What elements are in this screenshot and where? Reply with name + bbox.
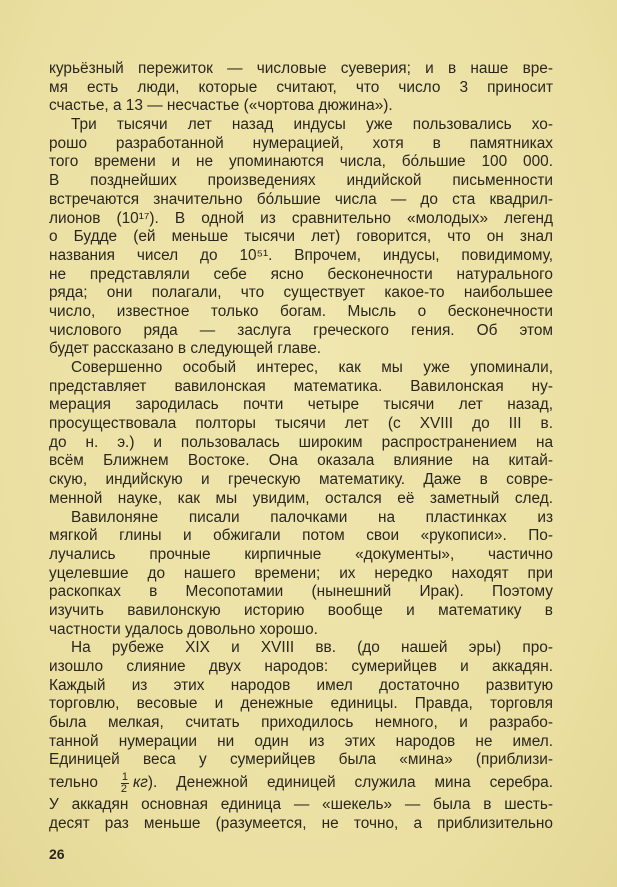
text-line: мерация зародилась почти четыре тысячи лет назад, xyxy=(49,396,553,414)
text-line: числового ряда — заслуга греческого гения. Об этом xyxy=(49,321,553,339)
text-line: до н. э.) и пользовалась широким распространением на xyxy=(49,433,553,451)
page-number: 26 xyxy=(49,846,65,862)
text-line: Каждый из этих народов имел достаточно развитую xyxy=(49,676,553,694)
text-line: о Будде (ей меньше тысячи лет) говорится, что он знал xyxy=(49,228,553,246)
text-line: не представляли себе ясно бесконечности натурального xyxy=(49,265,553,283)
fraction-denominator: 2 xyxy=(120,782,128,795)
text-line: Совершенно особый интерес, как мы уже упоминали, xyxy=(71,359,553,376)
fraction-numerator: 1 xyxy=(121,770,129,783)
text-line: представляет вавилонская математика. Вавилонская ну- xyxy=(49,377,553,395)
text-line: танной нумерации ни один из этих народов не имел. xyxy=(49,732,553,750)
text-line: уцелевшие до нашего времени; их нередко находят при xyxy=(49,564,553,582)
text-line: скую, индийскую и греческую математику. Даже в совре- xyxy=(49,471,553,489)
text-line: число, известное только богам. Мысль о бесконечности xyxy=(49,302,553,320)
text-fragment: тельно xyxy=(49,774,98,792)
text-line: того времени и не упоминаются числа, бо́льшие 100 000. xyxy=(49,153,553,171)
text-line: была мелкая, считать приходилось немного, и разрабо- xyxy=(49,714,553,732)
text-line: изошло слияние двух народов: сумерийцев и аккадян. xyxy=(49,658,553,675)
text-line: названия чисел до 10⁵¹. Впрочем, индусы, повидимому, xyxy=(49,246,553,264)
text-line: счастье, а 13 — несчастье («чортова дюжина»). xyxy=(49,97,393,115)
text-line: десят раз меньше (разумеется, не точно, а приблизительно xyxy=(49,814,553,832)
text-line: У аккадян основная единица — «шекель» — была в шесть- xyxy=(49,796,553,814)
text-line: изучить вавилонскую историю вообще и математику в xyxy=(49,601,553,619)
text-line: всём Ближнем Востоке. Она оказала влияние на китай- xyxy=(49,452,553,470)
text-line: менной науке, как мы увидим, остался её заметный след. xyxy=(49,489,553,507)
text-line: лионов (10¹⁷). В одной из сравнительно «молодых» легенд xyxy=(49,209,553,227)
text-line: В позднейших произведениях индийской письменности xyxy=(49,172,553,190)
unit-kg: кг xyxy=(133,774,148,792)
text-line: встречаются значительно бо́льшие числа — до ста квадрил- xyxy=(49,190,553,208)
text-line: На рубеже XIX и XVIII вв. (до нашей эры) про- xyxy=(71,639,553,657)
book-page-text xyxy=(49,60,553,834)
text-line-with-fraction xyxy=(49,770,553,796)
fraction-one-half xyxy=(121,772,129,795)
text-line: Единицей веса у сумерийцев была «мина» (приблизи- xyxy=(49,751,553,769)
text-line: будет рассказано в следующей главе. xyxy=(49,340,322,358)
text-line: курьёзный пережиток — числовые суеверия; и в наше вре- xyxy=(49,60,553,77)
text-line: раскопках в Месопотамии (нынешний Ирак). Поэтому xyxy=(49,583,553,601)
text-line: Вавилоняне писали палочками на пластинках из xyxy=(71,508,553,526)
text-line: мягкой глины и обжигали потом свои «рукописи». По- xyxy=(49,527,553,545)
text-line: лучались прочные кирпичные «документы», частично xyxy=(49,545,553,563)
text-line: рошо разработанной нумерацией, хотя в памятниках xyxy=(49,134,553,152)
text-line: ряда; они полагали, что существует какое-то наибольшее xyxy=(49,284,553,302)
text-fragment: ). Денежной единицей служила мина серебра. xyxy=(147,774,554,792)
text-line: просуществовала полторы тысячи лет (с XVIII до III в. xyxy=(49,415,553,433)
text-line: Три тысячи лет назад индусы уже пользовались хо- xyxy=(71,116,553,134)
text-line: мя есть люди, которые считают, что число 3 приносит xyxy=(49,78,553,96)
text-line: частности удалось довольно хорошо. xyxy=(49,620,318,638)
text-line: торговлю, весовые и денежные единицы. Правда, торговля xyxy=(49,695,553,713)
